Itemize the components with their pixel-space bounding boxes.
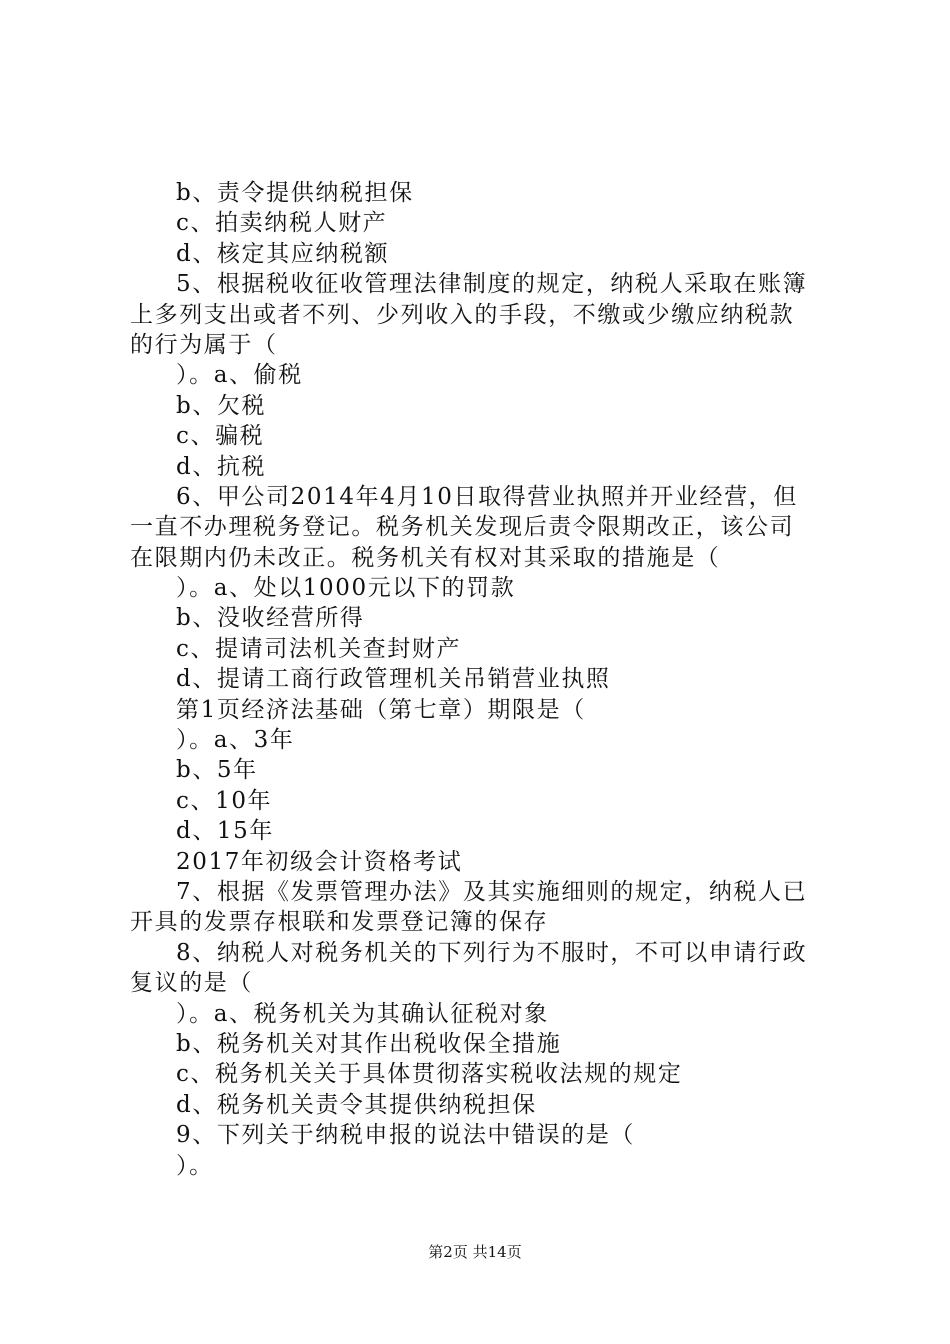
- text-line: 5、根据税收征收管理法律制度的规定，纳税人采取在账簿: [176, 271, 808, 298]
- text-line: 2017年初级会计资格考试: [176, 848, 463, 875]
- text-line: ）。a、3年: [176, 727, 295, 754]
- text-line: d、提请工商行政管理机关吊销营业执照: [176, 666, 611, 693]
- text-line: 一直不办理税务登记。税务机关发现后责令限期改正，该公司: [130, 514, 795, 541]
- text-line: b、税务机关对其作出税收保全措施: [176, 1030, 562, 1057]
- text-line: b、欠税: [176, 392, 267, 419]
- text-line: 开具的发票存根联和发票登记簿的保存: [130, 909, 549, 936]
- text-line: 6、甲公司2014年4月10日取得营业执照并开业经营，但: [176, 483, 798, 510]
- text-line: 第1页经济法基础（第七章）期限是（: [176, 696, 586, 723]
- text-line: d、15年: [176, 818, 274, 845]
- text-line: ）。a、税务机关为其确认征税对象: [176, 1000, 549, 1027]
- text-line: 在限期内仍未改正。税务机关有权对其采取的措施是（: [130, 544, 721, 571]
- text-line: d、税务机关责令其提供纳税担保: [176, 1091, 537, 1118]
- text-line: c、税务机关关于具体贯彻落实税收法规的规定: [176, 1061, 683, 1088]
- text-line: ）。: [176, 1152, 214, 1179]
- text-line: 9、下列关于纳税申报的说法中错误的是（: [176, 1122, 636, 1149]
- text-line: c、提请司法机关查封财产: [176, 635, 462, 662]
- text-line: ）。a、偷税: [176, 362, 303, 389]
- document-body: [130, 178, 830, 1181]
- text-line: 上多列支出或者不列、少列收入的手段，不缴或少缴应纳税款: [130, 301, 795, 328]
- text-line: b、没收经营所得: [176, 605, 365, 632]
- text-line: b、5年: [176, 757, 258, 784]
- text-line: c、骗税: [176, 423, 265, 450]
- text-line: c、拍卖纳税人财产: [176, 210, 388, 237]
- text-line: 8、纳税人对税务机关的下列行为不服时，不可以申请行政: [176, 939, 808, 966]
- text-line: 7、根据《发票管理办法》及其实施细则的规定，纳税人已: [176, 878, 808, 905]
- text-line: 复议的是（: [130, 970, 253, 997]
- text-line: c、10年: [176, 787, 273, 814]
- page-footer: 第2页 共14页: [428, 1243, 522, 1261]
- text-line: b、责令提供纳税担保: [176, 180, 414, 206]
- text-line: d、抗税: [176, 453, 267, 480]
- text-line: 的行为属于（: [130, 331, 278, 358]
- text-line: d、核定其应纳税额: [176, 240, 390, 267]
- text-line: ）。a、处以1000元以下的罚款: [176, 575, 516, 602]
